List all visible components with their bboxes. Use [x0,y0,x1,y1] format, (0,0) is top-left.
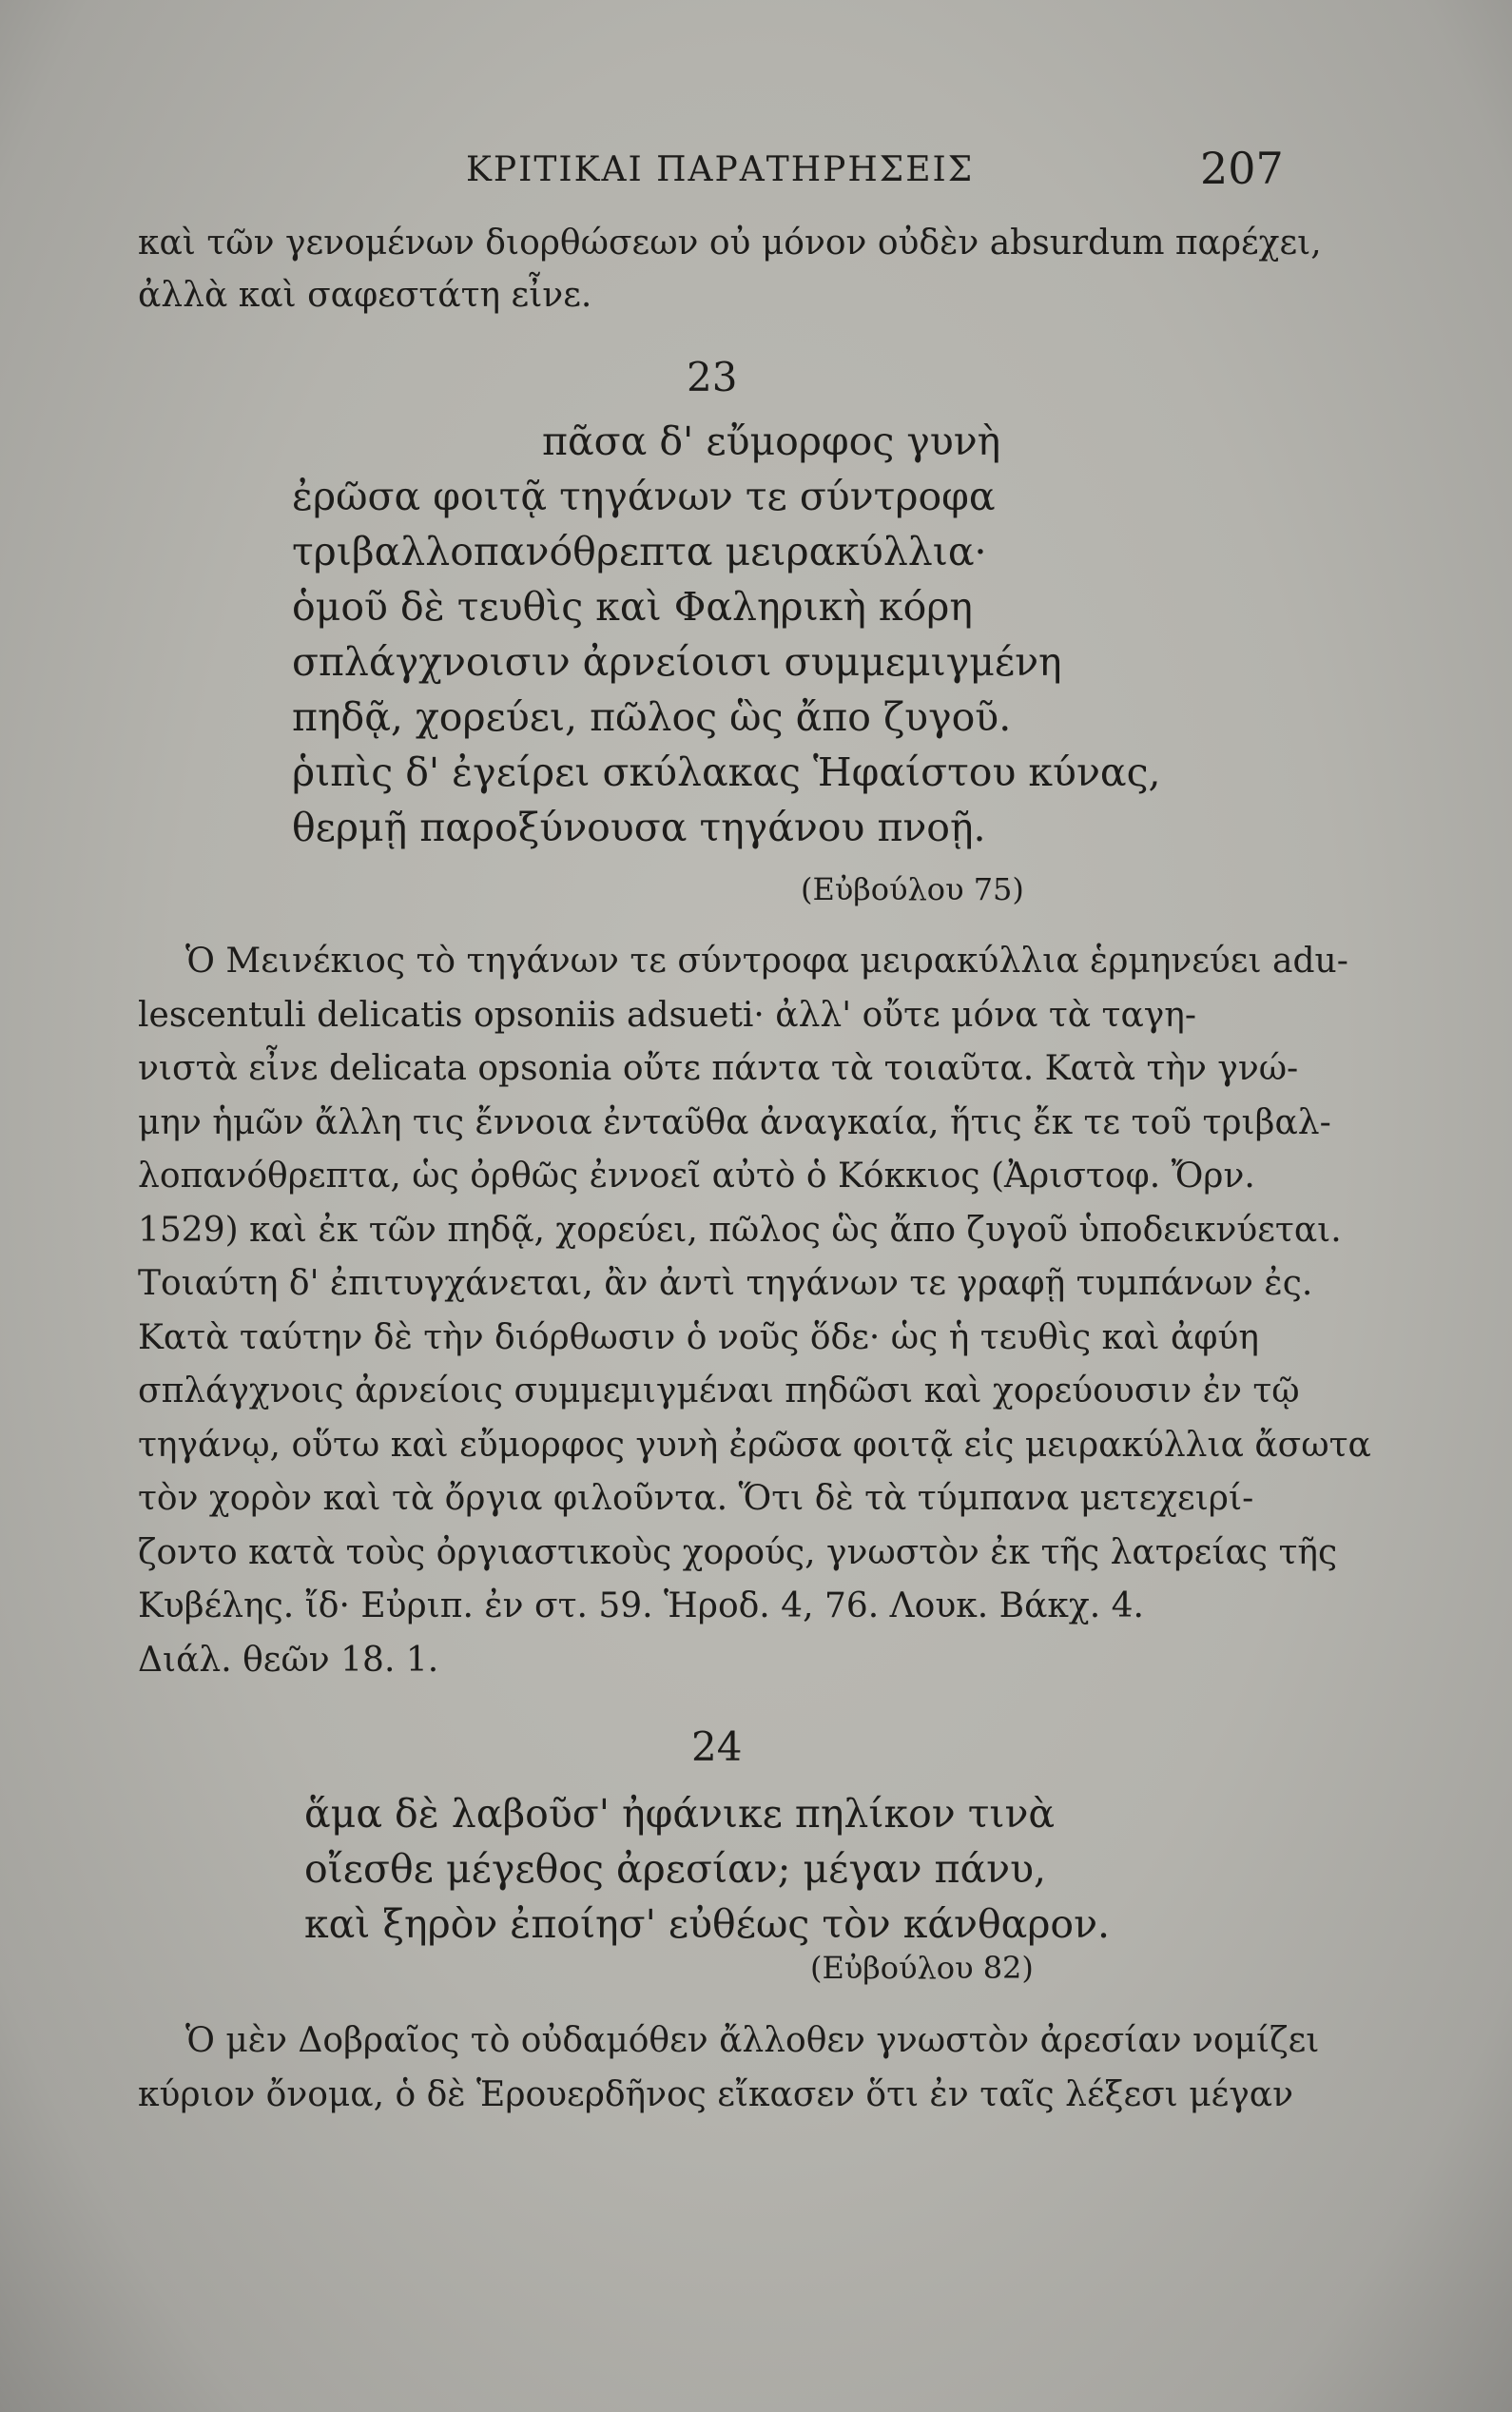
verse-block-24 [304,1786,1110,1952]
text-line: ἀλλὰ καὶ σαφεστάτη εἶνε. [138,276,592,315]
verse-line: πᾶσα δ' εὔμορφος γυνὴ [542,418,1001,464]
intro-paragraph [138,217,1322,321]
commentary-line: Κυβέλης. ἴδ· Εὐριπ. ἐν στ. 59. Ἡροδ. 4, 76. Λουκ. Βάκχ. 4. [138,1586,1144,1625]
commentary-line: Κατὰ ταύτην δὲ τὴν διόρθωσιν ὁ νοῦς ὅδε· ὡς ἡ τευθὶς καὶ ἀφύη [138,1317,1259,1357]
verse-line: οἴεσθε μέγεθος ἀρεσίαν; μέγαν πάνυ, [304,1846,1047,1892]
source-citation-24: (Εὐβούλου 82) [810,1950,1034,1986]
page-number: 207 [1200,143,1284,194]
commentary-line: τὸν χορὸν καὶ τὰ ὄργια φιλοῦντα. Ὅτι δὲ τὰ τύμπανα μετεχειρί- [138,1479,1254,1518]
section-number-24: 24 [691,1723,743,1770]
commentary-line: τηγάνῳ, οὕτω καὶ εὔμορφος γυνὴ ἐρῶσα φοιτᾷ εἰς μειρακύλλια ἄσωτα [138,1425,1371,1465]
verse-line: ὁμοῦ δὲ τευθὶς καὶ Φαληρικὴ κόρη [292,584,973,630]
verse-line: καὶ ξηρὸν ἐποίησ' εὐθέως τὸν κάνθαρον. [304,1901,1111,1947]
commentary-line: Ὁ Μεινέκιος τὸ τηγάνων τε σύντροφα μειρακύλλια ἑρμηνεύει adu- [185,942,1348,981]
verse-line: ἐρῶσα φοιτᾷ τηγάνων τε σύντροφα [292,474,996,519]
source-citation-23: (Εὐβούλου 75) [801,871,1024,907]
commentary-line: Ὁ μὲν Δοβραῖος τὸ οὐδαμόθεν ἄλλοθεν γνωστὸν ἀρεσίαν νομίζει [185,2021,1320,2060]
commentary-line: lescentuli delicatis opsoniis adsueti· ἀλλ' οὔτε μόνα τὰ ταγη- [138,995,1197,1035]
commentary-line: Τοιαύτη δ' ἐπιτυγχάνεται, ἂν ἀντὶ τηγάνων τε γραφῇ τυμπάνων ἐς. [138,1264,1313,1303]
commentary-line: Διάλ. θεῶν 18. 1. [138,1640,439,1680]
commentary-line: νιστὰ εἶνε delicata opsonia οὔτε πάντα τὰ τοιαῦτα. Κατὰ τὴν γνώ- [138,1049,1299,1088]
verse-line: θερμῇ παροξύνουσα τηγάνου πνοῇ. [292,805,986,850]
commentary-line: ζοντο κατὰ τοὺς ὀργιαστικοὺς χορούς, γνωστὸν ἐκ τῆς λατρείας τῆς [138,1532,1338,1572]
commentary-line: σπλάγχνοις ἀρνείοις συμμεμιγμέναι πηδῶσι καὶ χορεύουσιν ἐν τῷ [138,1371,1300,1410]
commentary-23 [138,935,1371,1687]
section-number-23: 23 [687,354,738,400]
commentary-24 [138,2014,1320,2122]
text-line: καὶ τῶν γενομένων διορθώσεων οὐ μόνον οὐδὲν absurdum παρέχει, [138,224,1322,263]
commentary-line: κύριον ὄνομα, ὁ δὲ Ἑρουερδῆνος εἴκασεν ὅτι ἐν ταῖς λέξεσι μέγαν [138,2074,1293,2114]
commentary-line: λοπανόθρεπτα, ὡς ὀρθῶς ἐννοεῖ αὐτὸ ὁ Κόκκιος (Ἀριστοφ. Ὄρν. [138,1157,1255,1196]
verse-line: πηδᾷ, χορεύει, πῶλος ὣς ἄπο ζυγοῦ. [292,694,1012,740]
verse-line: τριβαλλοπανόθρεπτα μειρακύλλια· [292,529,987,574]
commentary-line: 1529) καὶ ἐκ τῶν πηδᾷ, χορεύει, πῶλος ὣς ἄπο ζυγοῦ ὑποδεικνύεται. [138,1210,1342,1250]
commentary-line: μην ἡμῶν ἄλλη τις ἔννοια ἐνταῦθα ἀναγκαία, ἥτις ἔκ τε τοῦ τριβαλ- [138,1102,1331,1142]
verse-block-23 [292,414,1161,855]
running-title: ΚΡΙΤΙΚΑΙ ΠΑΡΑΤΗΡΗΣΕΙΣ [466,150,975,189]
verse-line: ἅμα δὲ λαβοῦσ' ἠφάνικε πηλίκον τινὰ [304,1791,1056,1837]
verse-line: ῥιπὶς δ' ἐγείρει σκύλακας Ἡφαίστου κύνας, [292,749,1161,795]
verse-line: σπλάγχνοισιν ἀρνείοισι συμμεμιγμένη [292,639,1062,685]
